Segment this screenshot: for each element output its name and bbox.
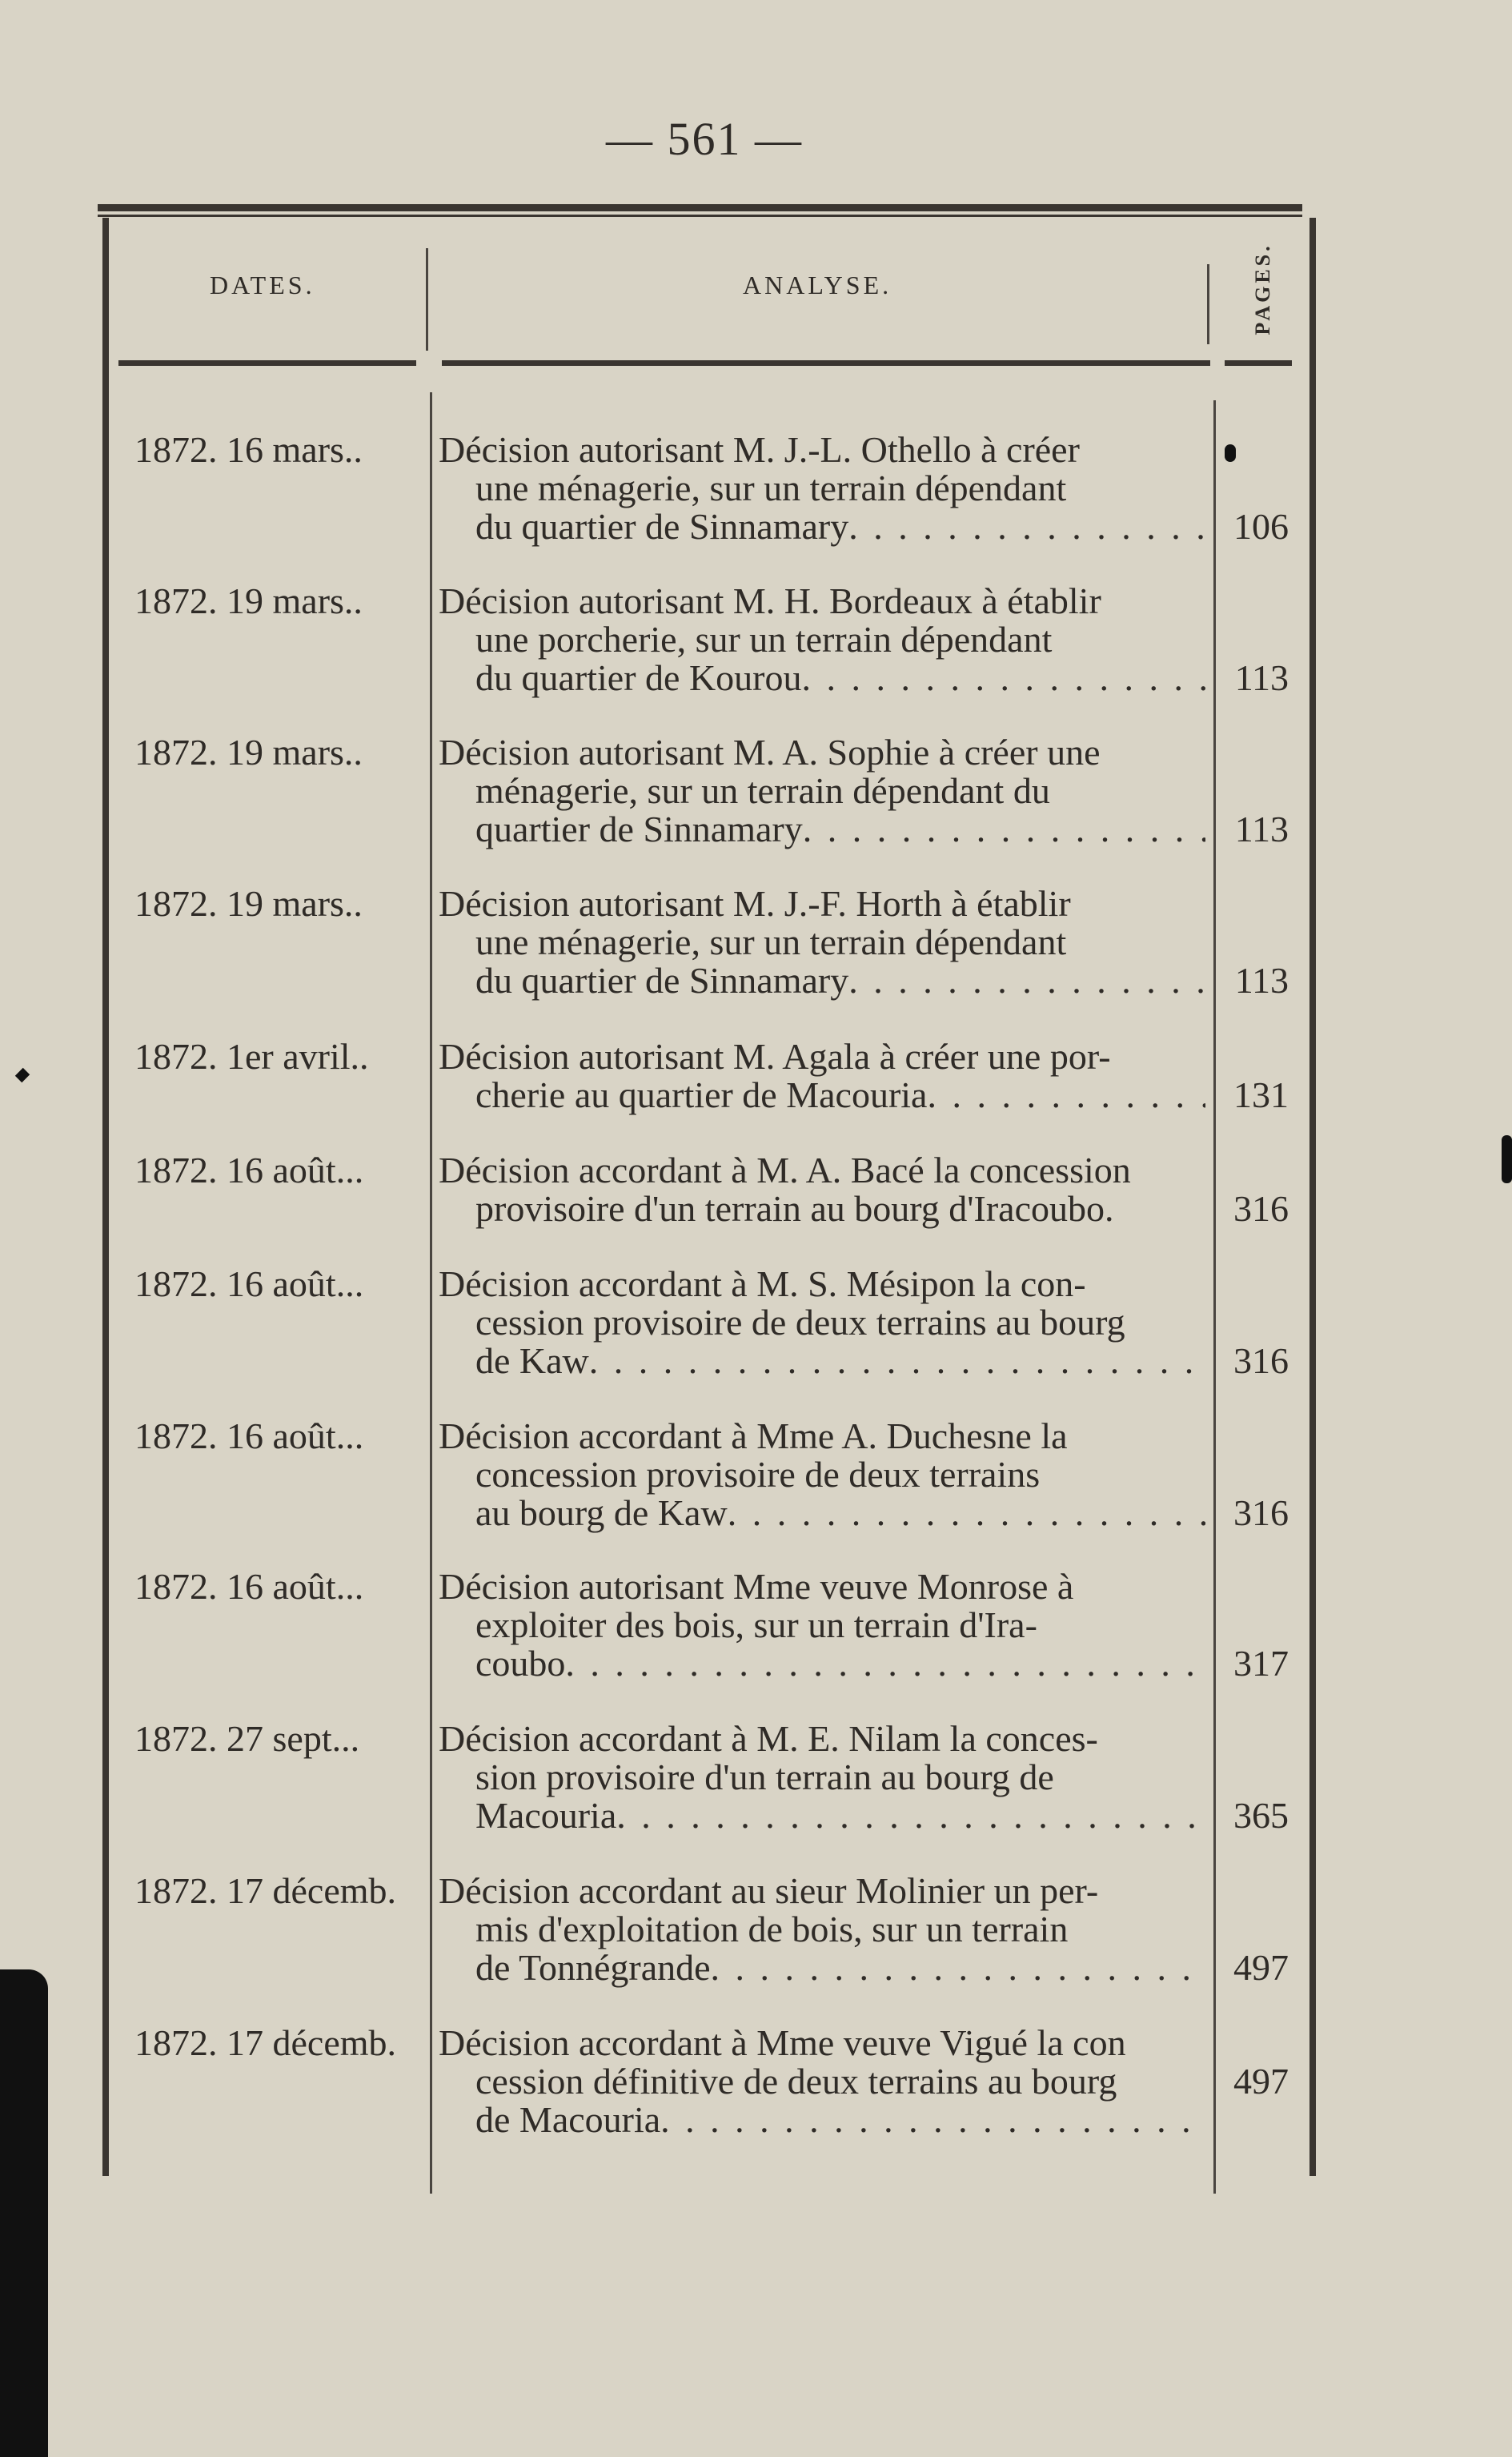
entry-date: 1872. 19 mars.. xyxy=(134,580,363,621)
entry-analysis-line xyxy=(439,2101,1205,2139)
entry-analysis xyxy=(439,2024,1205,2139)
entry-analysis-line xyxy=(439,1568,1205,1606)
entry-analysis-text: Décision accordant à Mme A. Duchesne la xyxy=(439,1415,1068,1456)
leader-dots xyxy=(848,962,1205,1000)
entry-analysis-text: Décision autorisant M. H. Bordeaux à établir xyxy=(439,580,1101,621)
header-rule-pages xyxy=(1225,360,1292,366)
entry-analysis-text: sion provisoire d'un terrain au bourg de xyxy=(475,1756,1054,1797)
entry-analysis-line xyxy=(439,1606,1205,1644)
entry-analysis-line xyxy=(439,1758,1205,1797)
entry-analysis-text: exploiter des bois, sur un terrain d'Ira- xyxy=(475,1604,1037,1645)
entry-analysis-text: Décision accordant à Mme veuve Vigué la con xyxy=(439,2022,1126,2063)
margin-mark xyxy=(15,1068,30,1082)
entry-analysis-line xyxy=(439,659,1205,697)
entry-analysis-text: Décision accordant à M. E. Nilam la conces- xyxy=(439,1718,1098,1759)
entry-date: 1872. 19 mars.. xyxy=(134,883,363,924)
entry-analysis-text: quartier de Sinnamary xyxy=(475,809,803,849)
entry-analysis-line xyxy=(439,1494,1205,1532)
entry-analysis-text: Décision autorisant M. A. Sophie à créer une xyxy=(439,732,1101,773)
entry-date: 1872. 27 sept... xyxy=(134,1718,360,1759)
entry-page: 113 xyxy=(1234,960,1289,1001)
header-dates: DATES. xyxy=(210,271,315,299)
header-pages: PAGES. xyxy=(1251,243,1274,335)
leader-dots xyxy=(565,1644,1205,1683)
entry-analysis-line xyxy=(439,923,1205,962)
entry-analysis-text: du quartier de Sinnamary xyxy=(475,960,849,1001)
page-number: — 561 — xyxy=(606,113,803,165)
leader-dots xyxy=(728,1494,1205,1532)
entry-page: 497 xyxy=(1233,2061,1289,2102)
entry-analysis-text: du quartier de Kourou xyxy=(475,657,802,698)
scan-edge-mark xyxy=(0,1969,48,2457)
entry-analysis-text: Décision accordant à M. S. Mésipon la con- xyxy=(439,1263,1086,1304)
leader-dots xyxy=(616,1797,1205,1835)
entry-analysis-line xyxy=(439,1644,1205,1683)
column-rule-header-1 xyxy=(426,248,428,351)
entry-analysis xyxy=(439,885,1205,1000)
entry-date: 1872. 19 mars.. xyxy=(134,732,363,773)
entry-date: 1872. 17 décemb. xyxy=(134,1870,397,1911)
column-rule-header-2 xyxy=(1207,264,1209,344)
leader-dots xyxy=(848,508,1205,546)
entry-analysis-line xyxy=(439,885,1205,923)
entry-analysis-text: une ménagerie, sur un terrain dépendant xyxy=(475,921,1067,962)
entry-page: 497 xyxy=(1233,1947,1289,1988)
leader-dots xyxy=(660,2101,1205,2139)
entry-analysis-text: de Tonnégrande xyxy=(475,1947,711,1988)
entry-analysis-text: au bourg de Kaw xyxy=(475,1492,728,1533)
entry-analysis-text: concession provisoire de deux terrains xyxy=(475,1454,1041,1495)
entry-analysis xyxy=(439,1417,1205,1532)
header-rule-dates xyxy=(118,360,416,366)
entry-analysis-line xyxy=(439,2024,1205,2062)
header-rule-analyse xyxy=(442,360,1210,366)
entry-analysis-line xyxy=(439,1265,1205,1303)
entry-analysis-line xyxy=(439,431,1205,469)
entry-analysis-line xyxy=(439,2062,1205,2101)
entry-analysis xyxy=(439,1038,1205,1114)
entry-analysis-line xyxy=(439,1949,1205,1987)
entry-analysis-line xyxy=(439,508,1205,546)
entry-page: 106 xyxy=(1233,506,1289,547)
entry-analysis-text: du quartier de Sinnamary xyxy=(475,506,849,547)
leader-dots xyxy=(589,1342,1205,1380)
entry-analysis-text: cession provisoire de deux terrains au bourg xyxy=(475,1302,1125,1343)
entry-date: 1872. 16 août... xyxy=(134,1150,364,1190)
entry-analysis-line xyxy=(439,620,1205,659)
entry-analysis-line xyxy=(439,733,1205,772)
entry-page: 365 xyxy=(1233,1795,1289,1836)
entry-analysis-line xyxy=(439,1797,1205,1835)
entry-analysis-line xyxy=(439,1342,1205,1380)
entry-analysis-line xyxy=(439,1910,1205,1949)
entry-analysis-line xyxy=(439,772,1205,810)
entry-page: 113 xyxy=(1234,657,1289,698)
entry-analysis-line xyxy=(439,1076,1205,1114)
column-rule-dates xyxy=(430,392,432,2194)
entry-analysis xyxy=(439,1151,1205,1228)
entry-analysis-text: Décision autorisant Mme veuve Monrose à xyxy=(439,1566,1074,1607)
entry-analysis-text: une ménagerie, sur un terrain dépendant xyxy=(475,468,1067,508)
entry-analysis-text: cherie au quartier de Macouria xyxy=(475,1074,928,1115)
entry-analysis xyxy=(439,1720,1205,1835)
entry-analysis-line xyxy=(439,1038,1205,1076)
entry-analysis-line xyxy=(439,962,1205,1000)
entry-page: 316 xyxy=(1233,1492,1289,1533)
entry-analysis-line xyxy=(439,1872,1205,1910)
entry-analysis-line xyxy=(439,1455,1205,1494)
entry-analysis xyxy=(439,733,1205,849)
entry-page: 131 xyxy=(1233,1074,1289,1115)
entry-date: 1872. 16 août... xyxy=(134,1566,364,1607)
entry-date: 1872. 16 août... xyxy=(134,1415,364,1456)
entry-date: 1872. 1er avril.. xyxy=(134,1036,369,1077)
entry-date: 1872. 17 décemb. xyxy=(134,2022,397,2063)
entry-page: 113 xyxy=(1234,809,1289,849)
entry-analysis-line xyxy=(439,1417,1205,1455)
entry-analysis-line xyxy=(439,1303,1205,1342)
entry-analysis xyxy=(439,1265,1205,1380)
right-edge-mark xyxy=(1502,1135,1512,1183)
entry-page: 316 xyxy=(1233,1340,1289,1381)
entry-analysis-line xyxy=(439,1190,1205,1228)
entry-analysis-line xyxy=(439,469,1205,508)
entry-date: 1872. 16 mars.. xyxy=(134,429,363,470)
entry-analysis-text: Décision autorisant M. J.-F. Horth à établir xyxy=(439,883,1071,924)
entry-analysis-text: une porcherie, sur un terrain dépendant xyxy=(475,619,1053,660)
leader-dots xyxy=(803,810,1205,849)
entry-analysis xyxy=(439,1568,1205,1683)
top-thin-rule xyxy=(98,215,1302,217)
entry-analysis-line xyxy=(439,1151,1205,1190)
entry-page: 317 xyxy=(1233,1643,1289,1684)
entry-analysis-text: Macouria xyxy=(475,1795,617,1836)
header-analyse: ANALYSE. xyxy=(743,271,892,299)
leader-dots xyxy=(927,1076,1205,1114)
entry-analysis-line xyxy=(439,582,1205,620)
entry-analysis xyxy=(439,582,1205,697)
entry-analysis-text: Décision autorisant M. J.-L. Othello à créer xyxy=(439,429,1080,470)
entry-analysis-text: cession définitive de deux terrains au bourg xyxy=(475,2061,1117,2102)
ink-blot xyxy=(1225,444,1236,462)
entry-analysis-line xyxy=(439,810,1205,849)
entry-analysis-text: mis d'exploitation de bois, sur un terrain xyxy=(475,1909,1069,1949)
entry-analysis-text: Décision accordant à M. A. Bacé la concession xyxy=(439,1150,1131,1190)
entry-analysis xyxy=(439,431,1205,546)
entry-analysis xyxy=(439,1872,1205,1987)
entry-analysis-text: de Kaw xyxy=(475,1340,589,1381)
entry-analysis-text: Décision accordant au sieur Molinier un per- xyxy=(439,1870,1099,1911)
entry-analysis-text: Décision autorisant M. Agala à créer une por- xyxy=(439,1036,1111,1077)
entry-analysis-text: provisoire d'un terrain au bourg d'Iracoubo. xyxy=(475,1188,1114,1229)
top-double-rule xyxy=(98,204,1302,211)
leader-dots xyxy=(802,659,1206,697)
column-rule-pages xyxy=(1213,400,1216,2194)
leader-dots xyxy=(711,1949,1205,1987)
entry-analysis-text: coubo xyxy=(475,1643,566,1684)
entry-page: 316 xyxy=(1233,1188,1289,1229)
entry-analysis-text: de Macouria xyxy=(475,2099,661,2140)
entry-analysis-text: ménagerie, sur un terrain dépendant du xyxy=(475,770,1050,811)
entry-analysis-line xyxy=(439,1720,1205,1758)
entry-date: 1872. 16 août... xyxy=(134,1263,364,1304)
